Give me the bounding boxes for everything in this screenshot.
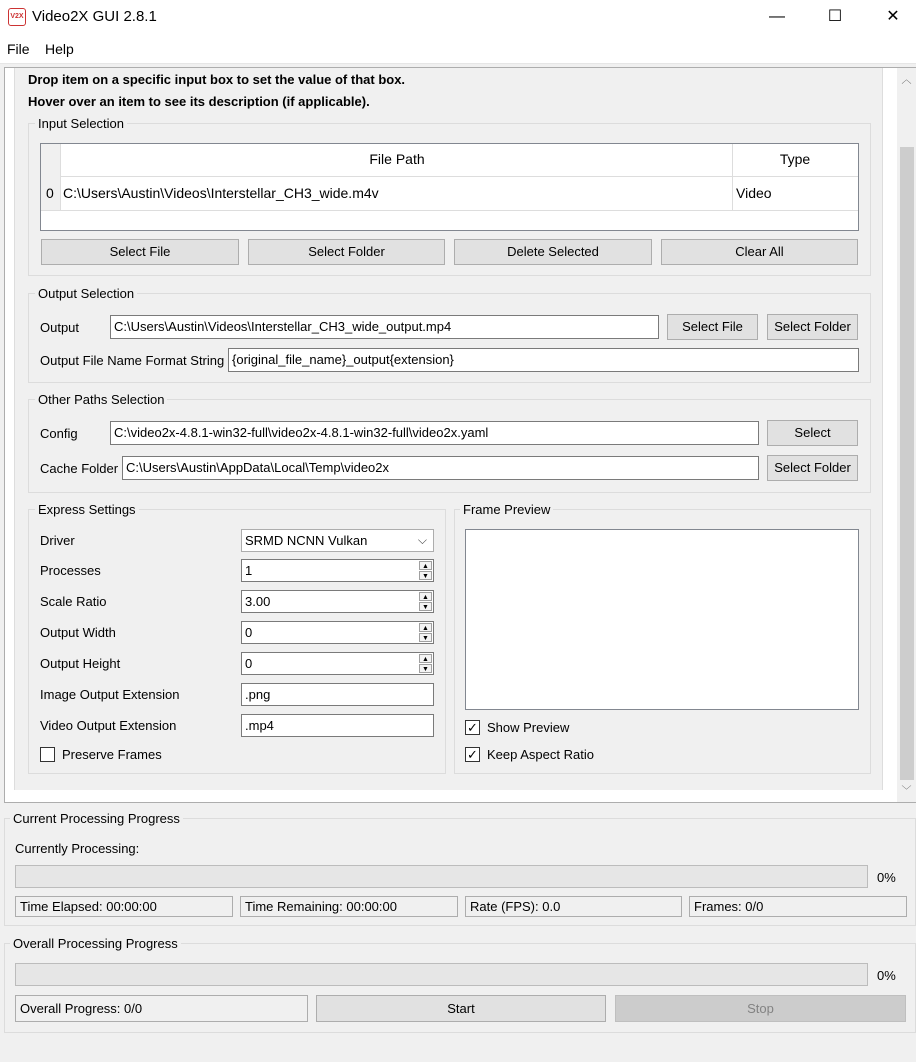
output-height-label: Output Height	[40, 656, 121, 671]
output-width-spinbox[interactable]	[241, 621, 434, 644]
row-index: 0	[46, 185, 54, 201]
output-width-value: 0	[245, 625, 253, 640]
currently-processing-label: Currently Processing:	[15, 841, 140, 856]
rate-status: Rate (FPS): 0.0	[465, 896, 682, 917]
start-button[interactable]: Start	[316, 995, 606, 1022]
spin-down-icon[interactable]: ▼	[419, 571, 432, 580]
processes-value: 1	[245, 563, 253, 578]
window-title: Video2X GUI 2.8.1	[32, 8, 157, 25]
spin-up-icon[interactable]: ▲	[419, 592, 432, 601]
overall-progress-status: Overall Progress: 0/0	[15, 995, 308, 1022]
cache-select-folder-button[interactable]: Select Folder	[767, 455, 858, 481]
clear-all-button[interactable]: Clear All	[661, 239, 858, 265]
app-icon: V2X	[8, 8, 26, 26]
output-selection-title: Output Selection	[35, 286, 137, 301]
output-select-folder-button[interactable]: Select Folder	[767, 314, 858, 340]
scroll-down-icon[interactable]: ﹀	[901, 786, 912, 797]
menu-help[interactable]: Help	[45, 41, 74, 57]
current-progress-bar	[15, 865, 868, 888]
menu-file[interactable]: File	[7, 41, 30, 57]
format-string-label: Output File Name Format String	[40, 353, 225, 368]
scale-ratio-spinbox[interactable]	[241, 590, 434, 613]
processes-label: Processes	[40, 563, 101, 578]
cache-folder-label: Cache Folder	[40, 461, 119, 476]
hint-drop: Drop item on a specific input box to set the value of that box.	[28, 72, 406, 87]
express-settings-title: Express Settings	[35, 502, 139, 517]
delete-selected-button[interactable]: Delete Selected	[454, 239, 652, 265]
check-icon: ✓	[467, 747, 478, 762]
config-path-field[interactable]: C:\video2x-4.8.1-win32-full\video2x-4.8.1-win32-full\video2x.yaml	[110, 421, 759, 445]
show-preview-checkbox[interactable]	[465, 720, 480, 735]
overall-progress-bar	[15, 963, 868, 986]
scrollbar-thumb[interactable]	[900, 147, 914, 780]
output-width-label: Output Width	[40, 625, 116, 640]
show-preview-label[interactable]: Show Preview	[487, 720, 570, 735]
output-label: Output	[40, 320, 80, 335]
current-progress-percent: 0%	[877, 870, 896, 885]
format-string-field[interactable]: {original_file_name}_output{extension}	[228, 348, 859, 372]
minimize-button[interactable]: —	[769, 8, 785, 25]
select-file-button[interactable]: Select File	[41, 239, 239, 265]
close-button[interactable]: ✕	[886, 8, 900, 25]
select-folder-button[interactable]: Select Folder	[248, 239, 445, 265]
other-paths-title: Other Paths Selection	[35, 392, 167, 407]
processes-spinbox[interactable]	[241, 559, 434, 582]
scale-ratio-label: Scale Ratio	[40, 594, 107, 609]
cache-folder-field[interactable]: C:\Users\Austin\AppData\Local\Temp\video2x	[122, 456, 759, 480]
column-header-type[interactable]: Type	[779, 151, 811, 167]
current-progress-title: Current Processing Progress	[10, 811, 183, 826]
frame-preview-box	[465, 529, 859, 710]
stop-button[interactable]: Stop	[615, 995, 906, 1022]
frame-preview-title: Frame Preview	[460, 502, 553, 517]
config-select-button[interactable]: Select	[767, 420, 858, 446]
keep-aspect-ratio-checkbox[interactable]	[465, 747, 480, 762]
spin-down-icon[interactable]: ▼	[419, 602, 432, 611]
overall-progress-title: Overall Processing Progress	[10, 936, 181, 951]
column-header-path[interactable]: File Path	[369, 151, 425, 167]
driver-select-value: SRMD NCNN Vulkan	[245, 533, 368, 548]
row-divider	[41, 210, 858, 211]
driver-label: Driver	[40, 533, 75, 548]
scale-ratio-value: 3.00	[245, 594, 271, 609]
driver-select[interactable]	[241, 529, 434, 552]
table-row-type[interactable]: Video	[736, 185, 772, 201]
video-extension-label: Video Output Extension	[40, 718, 177, 733]
input-selection-title: Input Selection	[35, 116, 127, 131]
time-elapsed-status: Time Elapsed: 00:00:00	[15, 896, 233, 917]
scroll-up-icon[interactable]: ︿	[901, 75, 912, 86]
maximize-button[interactable]: ☐	[827, 8, 843, 25]
config-label: Config	[40, 426, 78, 441]
video-extension-field[interactable]: .mp4	[241, 714, 434, 737]
hint-hover: Hover over an item to see its description (if applicable).	[28, 94, 370, 109]
header-divider	[61, 176, 858, 177]
menu-bar	[0, 36, 916, 64]
preserve-frames-checkbox[interactable]	[40, 747, 55, 762]
spin-up-icon[interactable]: ▲	[419, 623, 432, 632]
table-row-path[interactable]: C:\Users\Austin\Videos\Interstellar_CH3_wide.m4v	[63, 185, 379, 201]
output-height-spinbox[interactable]	[241, 652, 434, 675]
spin-down-icon[interactable]: ▼	[419, 633, 432, 642]
output-path-field[interactable]: C:\Users\Austin\Videos\Interstellar_CH3_wide_output.mp4	[110, 315, 659, 339]
spin-up-icon[interactable]: ▲	[419, 561, 432, 570]
keep-aspect-ratio-label[interactable]: Keep Aspect Ratio	[487, 747, 594, 762]
chevron-down-icon: ⌵	[417, 533, 427, 547]
overall-progress-percent: 0%	[877, 968, 896, 983]
spin-down-icon[interactable]: ▼	[419, 664, 432, 673]
output-select-file-button[interactable]: Select File	[667, 314, 758, 340]
time-remaining-status: Time Remaining: 00:00:00	[240, 896, 458, 917]
spin-up-icon[interactable]: ▲	[419, 654, 432, 663]
image-extension-label: Image Output Extension	[40, 687, 180, 702]
preserve-frames-label[interactable]: Preserve Frames	[62, 747, 162, 762]
frames-status: Frames: 0/0	[689, 896, 907, 917]
image-extension-field[interactable]: .png	[241, 683, 434, 706]
check-icon: ✓	[467, 720, 478, 735]
output-height-value: 0	[245, 656, 253, 671]
